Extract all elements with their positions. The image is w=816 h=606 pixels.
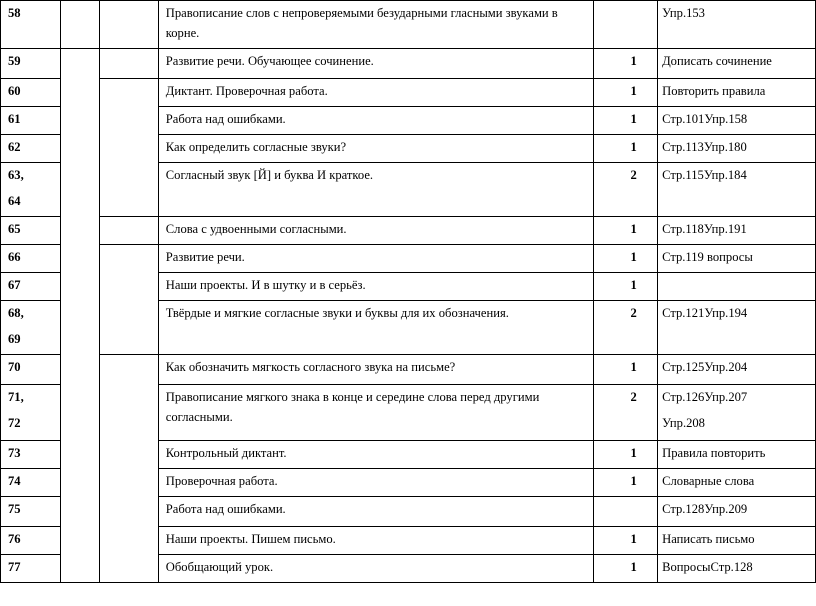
- lesson-topic: Проверочная работа.: [158, 469, 593, 497]
- date-plan-cell: [60, 441, 99, 469]
- table-row: [1, 355, 816, 385]
- lesson-number: 67: [1, 273, 61, 301]
- table-row: [1, 245, 816, 273]
- lesson-topic: Твёрдые и мягкие согласные звуки и буквы для их обозначения.: [158, 301, 593, 355]
- date-fact-cell: [99, 469, 158, 497]
- lesson-number: 73: [1, 441, 61, 469]
- table-row: [1, 163, 816, 217]
- lesson-number: 77: [1, 555, 61, 583]
- date-fact-cell: [99, 555, 158, 583]
- table-row: [1, 49, 816, 79]
- lesson-number: 66: [1, 245, 61, 273]
- homework: Стр.126Упр.207 Упр.208: [658, 385, 816, 441]
- date-fact-cell: [99, 79, 158, 107]
- table-row: [1, 217, 816, 245]
- hours-count: 1: [594, 245, 658, 273]
- date-fact-cell: [99, 217, 158, 245]
- table-row: [1, 79, 816, 107]
- date-plan-cell: [60, 301, 99, 355]
- date-fact-cell: [99, 301, 158, 355]
- homework: Правила повторить: [658, 441, 816, 469]
- date-plan-cell: [60, 135, 99, 163]
- date-fact-cell: [99, 49, 158, 79]
- lesson-number: 70: [1, 355, 61, 385]
- homework: Словарные слова: [658, 469, 816, 497]
- lesson-topic: Как определить согласные звуки?: [158, 135, 593, 163]
- date-plan-cell: [60, 1, 99, 49]
- homework: Упр.153: [658, 1, 816, 49]
- date-fact-cell: [99, 107, 158, 135]
- date-fact-cell: [99, 163, 158, 217]
- hours-count: 1: [594, 355, 658, 385]
- lesson-number: 60: [1, 79, 61, 107]
- table-row: [1, 441, 816, 469]
- table-row: [1, 107, 816, 135]
- date-plan-cell: [60, 49, 99, 79]
- table-row: [1, 135, 816, 163]
- homework: Стр.128Упр.209: [658, 497, 816, 527]
- date-plan-cell: [60, 355, 99, 385]
- homework: Стр.118Упр.191: [658, 217, 816, 245]
- date-fact-cell: [99, 385, 158, 441]
- date-fact-cell: [99, 441, 158, 469]
- lesson-topic: Слова с удвоенными согласными.: [158, 217, 593, 245]
- date-fact-cell: [99, 527, 158, 555]
- lesson-topic: Развитие речи.: [158, 245, 593, 273]
- homework: Дописать сочинение: [658, 49, 816, 79]
- hours-count: 2: [594, 163, 658, 217]
- homework: Написать письмо: [658, 527, 816, 555]
- hours-count: [594, 497, 658, 527]
- hours-count: 2: [594, 385, 658, 441]
- lesson-topic: Диктант. Проверочная работа.: [158, 79, 593, 107]
- date-plan-cell: [60, 469, 99, 497]
- lesson-number: 59: [1, 49, 61, 79]
- hours-count: 1: [594, 469, 658, 497]
- lesson-number: 58: [1, 1, 61, 49]
- homework: ВопросыСтр.128: [658, 555, 816, 583]
- lesson-topic: Наши проекты. Пишем письмо.: [158, 527, 593, 555]
- table-row: [1, 527, 816, 555]
- lesson-topic: Наши проекты. И в шутку и в серьёз.: [158, 273, 593, 301]
- hours-count: 2: [594, 301, 658, 355]
- hours-count: 1: [594, 217, 658, 245]
- table-row: [1, 301, 816, 355]
- hours-count: [594, 1, 658, 49]
- hours-count: 1: [594, 527, 658, 555]
- date-fact-cell: [99, 355, 158, 385]
- table-row: [1, 273, 816, 301]
- hours-count: 1: [594, 49, 658, 79]
- lesson-number: 71, 72: [1, 385, 61, 441]
- homework: [658, 273, 816, 301]
- homework: Стр.125Упр.204: [658, 355, 816, 385]
- date-fact-cell: [99, 1, 158, 49]
- hours-count: 1: [594, 107, 658, 135]
- lesson-number: 62: [1, 135, 61, 163]
- date-plan-cell: [60, 527, 99, 555]
- date-plan-cell: [60, 555, 99, 583]
- date-plan-cell: [60, 385, 99, 441]
- lesson-topic: Развитие речи. Обучающее сочинение.: [158, 49, 593, 79]
- date-plan-cell: [60, 245, 99, 273]
- homework: Стр.101Упр.158: [658, 107, 816, 135]
- date-fact-cell: [99, 135, 158, 163]
- table-row: [1, 1, 816, 49]
- homework: Стр.119 вопросы: [658, 245, 816, 273]
- homework: Стр.113Упр.180: [658, 135, 816, 163]
- date-plan-cell: [60, 79, 99, 107]
- hours-count: 1: [594, 135, 658, 163]
- date-plan-cell: [60, 217, 99, 245]
- hours-count: 1: [594, 441, 658, 469]
- table-row: [1, 555, 816, 583]
- hours-count: 1: [594, 555, 658, 583]
- hours-count: 1: [594, 79, 658, 107]
- lesson-topic: Работа над ошибками.: [158, 107, 593, 135]
- lesson-number: 63, 64: [1, 163, 61, 217]
- lesson-topic: Обобщающий урок.: [158, 555, 593, 583]
- lesson-number: 65: [1, 217, 61, 245]
- hours-count: 1: [594, 273, 658, 301]
- lesson-topic: Правописание мягкого знака в конце и середине слова перед другими согласными.: [158, 385, 593, 441]
- date-fact-cell: [99, 273, 158, 301]
- date-fact-cell: [99, 497, 158, 527]
- homework: Стр.115Упр.184: [658, 163, 816, 217]
- lesson-topic: Правописание слов с непроверяемыми безударными гласными звуками в корне.: [158, 1, 593, 49]
- lesson-topic: Контрольный диктант.: [158, 441, 593, 469]
- lesson-topic: Работа над ошибками.: [158, 497, 593, 527]
- lesson-number: 61: [1, 107, 61, 135]
- lesson-number: 68, 69: [1, 301, 61, 355]
- date-plan-cell: [60, 163, 99, 217]
- lesson-topic: Как обозначить мягкость согласного звука на письме?: [158, 355, 593, 385]
- date-plan-cell: [60, 497, 99, 527]
- date-plan-cell: [60, 107, 99, 135]
- table-row: [1, 469, 816, 497]
- lesson-topic: Согласный звук [Й] и буква И краткое.: [158, 163, 593, 217]
- table-row: [1, 497, 816, 527]
- homework: Повторить правила: [658, 79, 816, 107]
- date-plan-cell: [60, 273, 99, 301]
- lesson-number: 76: [1, 527, 61, 555]
- homework: Стр.121Упр.194: [658, 301, 816, 355]
- lesson-number: 75: [1, 497, 61, 527]
- lesson-number: 74: [1, 469, 61, 497]
- date-fact-cell: [99, 245, 158, 273]
- table-row: [1, 385, 816, 441]
